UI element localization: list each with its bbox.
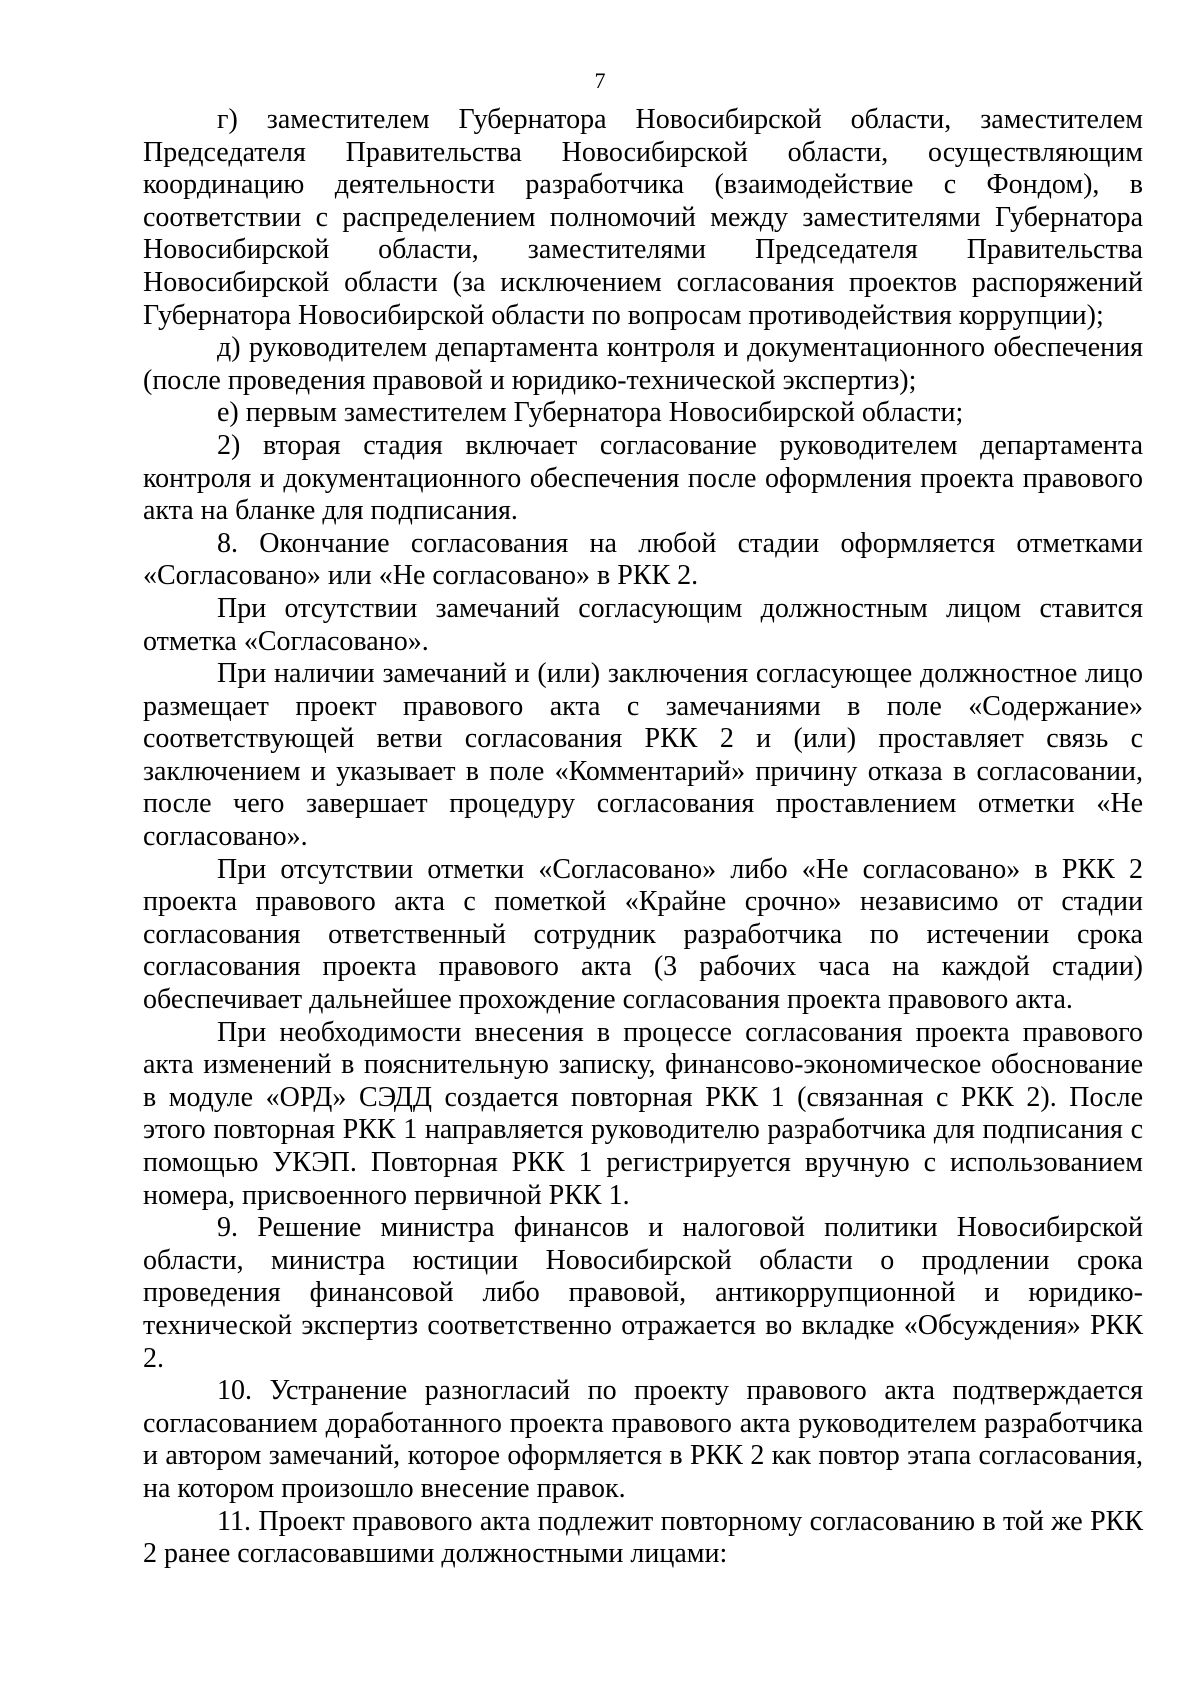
paragraph-stage-2: 2) вторая стадия включает согласование руководителем департамента контроля и документационного обеспечения после оформления проекта правового акта на бланке для подписания. xyxy=(143,429,1143,527)
page-number: 7 xyxy=(594,68,606,93)
paragraph-urgent: При отсутствии отметки «Согласовано» либо «Не согласовано» в РКК 2 проекта правового акта с пометкой «Крайне срочно» независимо от стадии согласования ответственный сотрудник разработчика по истечении срока согласования проекта правового акта (3 рабочих часа на каждой стадии) обеспечивает дальнейшее прохождение согласования проекта правового акта. xyxy=(143,853,1143,1016)
paragraph-clause-9: 9. Решение министра финансов и налоговой политики Новосибирской области, министра юстиции Новосибирской области о продлении срока проведения финансовой либо правовой, антикоррупционной и юридико-технической экспертиз соответственно отражается во вкладке «Обсуждения» РКК 2. xyxy=(143,1212,1143,1374)
paragraph-clause-8: 8. Окончание согласования на любой стадии оформляется отметками «Согласовано» или «Не согласовано» в РКК 2. xyxy=(143,527,1143,592)
paragraph-no-remarks: При отсутствии замечаний согласующим должностным лицом ставится отметка «Согласовано». xyxy=(143,592,1143,657)
paragraph-clause-10: 10. Устранение разногласий по проекту правового акта подтверждается согласованием доработанного проекта правового акта руководителем разработчика и автором замечаний, которое оформляется в РКК 2 как повтор этапа согласования, на котором произошло внесение правок. xyxy=(143,1375,1143,1504)
paragraph-repeat-rkk1: При необходимости внесения в процессе согласования проекта правового акта изменений в пояснительную записку, финансово-экономическое обоснование в модуле «ОРД» СЭДД создается повторная РКК 1 (связанная с РКК 2). После этого повторная РКК 1 направляется руководителю разработчика для подписания с помощью УКЭП. Повторная РКК 1 регистрируется вручную с использованием номера, присвоенного первичной РКК 1. xyxy=(143,1016,1143,1211)
paragraph-clause-11: 11. Проект правового акта подлежит повторному согласованию в той же РКК 2 ранее согласовавшими должностными лицами: xyxy=(143,1505,1143,1570)
paragraph-item-d: д) руководителем департамента контроля и документационного обеспечения (после проведения правовой и юридико-технической экспертиз); xyxy=(143,332,1143,396)
paragraph-with-remarks: При наличии замечаний и (или) заключения согласующее должностное лицо размещает проект правового акта с замечаниями в поле «Содержание» соответствующей ветви согласования РКК 2 и (или) проставляет связь с заключением и указывает в поле «Комментарий» причину отказа в согласовании, после чего завершает процедуру согласования проставлением отметки «Не согласовано». xyxy=(143,658,1143,853)
paragraph-item-g: г) заместителем Губернатора Новосибирской области, заместителем Председателя Правительства Новосибирской области, осуществляющим координацию деятельности разработчика (взаимодействие с Фондом), в соответствии с распределением полномочий между заместителями Губернатора Новосибирской области, заместителями Председателя Правительства Новосибирской области (за исключением согласования проектов распоряжений Губернатора Новосибирской области по вопросам противодействия коррупции); xyxy=(143,104,1143,331)
document-body xyxy=(143,104,1143,1571)
paragraph-item-e: е) первым заместителем Губернатора Новосибирской области; xyxy=(217,397,964,429)
